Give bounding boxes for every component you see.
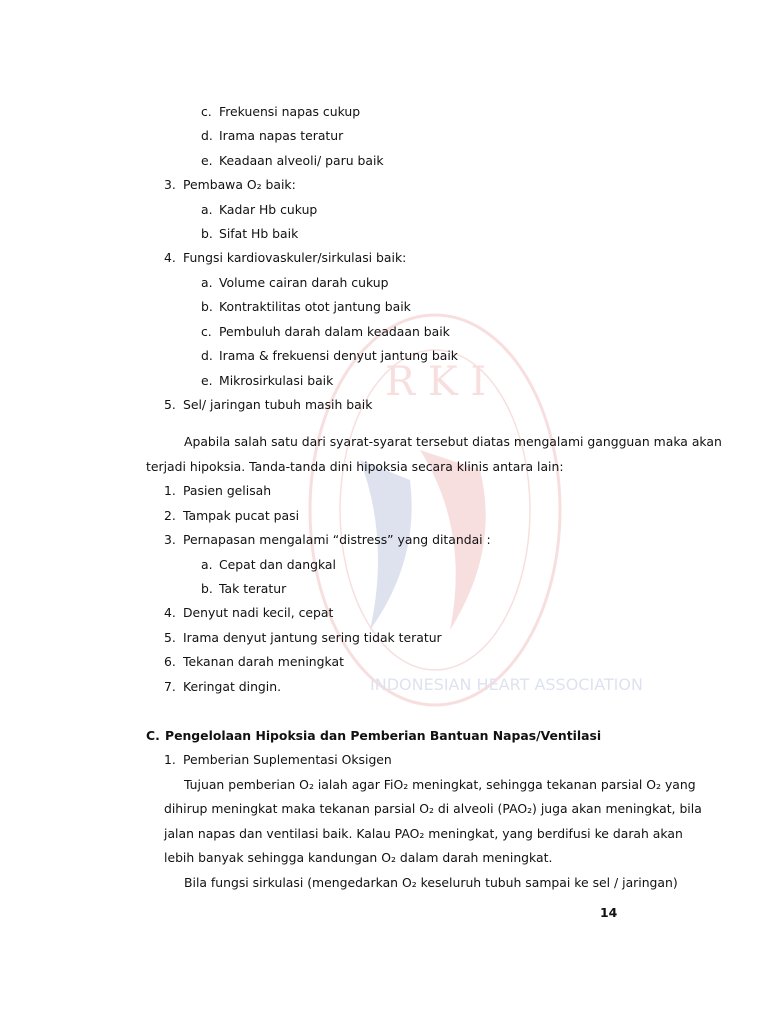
- list-item: Sifat Hb baik: [219, 226, 299, 241]
- list-marker: b.: [201, 299, 213, 314]
- list-item: Cepat dan dangkal: [219, 557, 336, 572]
- list-marker: a.: [201, 557, 213, 572]
- list-marker: b.: [201, 226, 213, 241]
- list-item: Irama napas teratur: [219, 128, 344, 143]
- list-item: Fungsi kardiovaskuler/sirkulasi baik:: [183, 250, 407, 265]
- list-marker: e.: [201, 153, 213, 168]
- list-marker: 5.: [164, 397, 176, 412]
- list-item: Volume cairan darah cukup: [219, 275, 389, 290]
- list-item: Mikrosirkulasi baik: [219, 373, 334, 388]
- list-item: Denyut nadi kecil, cepat: [183, 605, 334, 620]
- list-item: Frekuensi napas cukup: [219, 104, 361, 119]
- paragraph-line: terjadi hipoksia. Tanda-tanda dini hipoksia secara klinis antara lain:: [146, 459, 564, 474]
- paragraph-line: Bila fungsi sirkulasi (mengedarkan O₂ keseluruh tubuh sampai ke sel / jaringan): [184, 875, 678, 890]
- list-marker: d.: [201, 348, 213, 363]
- list-item: Pembuluh darah dalam keadaan baik: [219, 324, 450, 339]
- svg-text:R K I: R K I: [385, 359, 487, 405]
- paragraph-line: dihirup meningkat maka tekanan parsial O₂ di alveoli (PAO₂) juga akan meningkat, bila: [164, 801, 702, 816]
- list-item: Pasien gelisah: [183, 483, 272, 498]
- list-item: Kadar Hb cukup: [219, 202, 318, 217]
- paragraph-line: jalan napas dan ventilasi baik. Kalau PAO₂ meningkat, yang berdifusi ke darah akan: [164, 826, 683, 841]
- list-marker: a.: [201, 275, 213, 290]
- list-item: Keadaan alveoli/ paru baik: [219, 153, 384, 168]
- section-marker: C.: [146, 728, 160, 743]
- paragraph-line: Tujuan pemberian O₂ ialah agar FiO₂ meningkat, sehingga tekanan parsial O₂ yang: [184, 777, 696, 792]
- list-marker: 3.: [164, 532, 176, 547]
- list-item: Irama & frekuensi denyut jantung baik: [219, 348, 458, 363]
- list-marker: 2.: [164, 508, 176, 523]
- list-item: Keringat dingin.: [183, 679, 282, 694]
- paragraph-line: lebih banyak sehingga kandungan O₂ dalam darah meningkat.: [164, 850, 553, 865]
- list-marker: a.: [201, 202, 213, 217]
- list-item: Tekanan darah meningkat: [183, 654, 344, 669]
- page-number: 14: [600, 905, 618, 920]
- paragraph-line: Apabila salah satu dari syarat-syarat tersebut diatas mengalami gangguan maka akan: [184, 434, 722, 449]
- list-marker: 4.: [164, 250, 176, 265]
- list-marker: c.: [201, 104, 212, 119]
- list-item: Pernapasan mengalami “distress” yang ditandai :: [183, 532, 491, 547]
- list-marker: 1.: [164, 483, 176, 498]
- list-marker: d.: [201, 128, 213, 143]
- list-item: Sel/ jaringan tubuh masih baik: [183, 397, 373, 412]
- list-marker: b.: [201, 581, 213, 596]
- list-item: Pembawa O₂ baik:: [183, 177, 296, 192]
- list-marker: c.: [201, 324, 212, 339]
- list-item: Tak teratur: [219, 581, 287, 596]
- list-item: Kontraktilitas otot jantung baik: [219, 299, 411, 314]
- list-marker: 4.: [164, 605, 176, 620]
- list-marker: 3.: [164, 177, 176, 192]
- list-marker: 5.: [164, 630, 176, 645]
- list-marker: 7.: [164, 679, 176, 694]
- svg-text:INDONESIAN HEART ASSOCIATION: INDONESIAN HEART ASSOCIATION: [370, 675, 643, 694]
- list-item: Irama denyut jantung sering tidak teratur: [183, 630, 442, 645]
- list-marker: 6.: [164, 654, 176, 669]
- list-item: Tampak pucat pasi: [183, 508, 300, 523]
- subsection-heading: Pemberian Suplementasi Oksigen: [183, 752, 392, 767]
- list-marker: e.: [201, 373, 213, 388]
- subsection-marker: 1.: [164, 752, 176, 767]
- section-heading: Pengelolaan Hipoksia dan Pemberian Bantuan Napas/Ventilasi: [165, 728, 602, 743]
